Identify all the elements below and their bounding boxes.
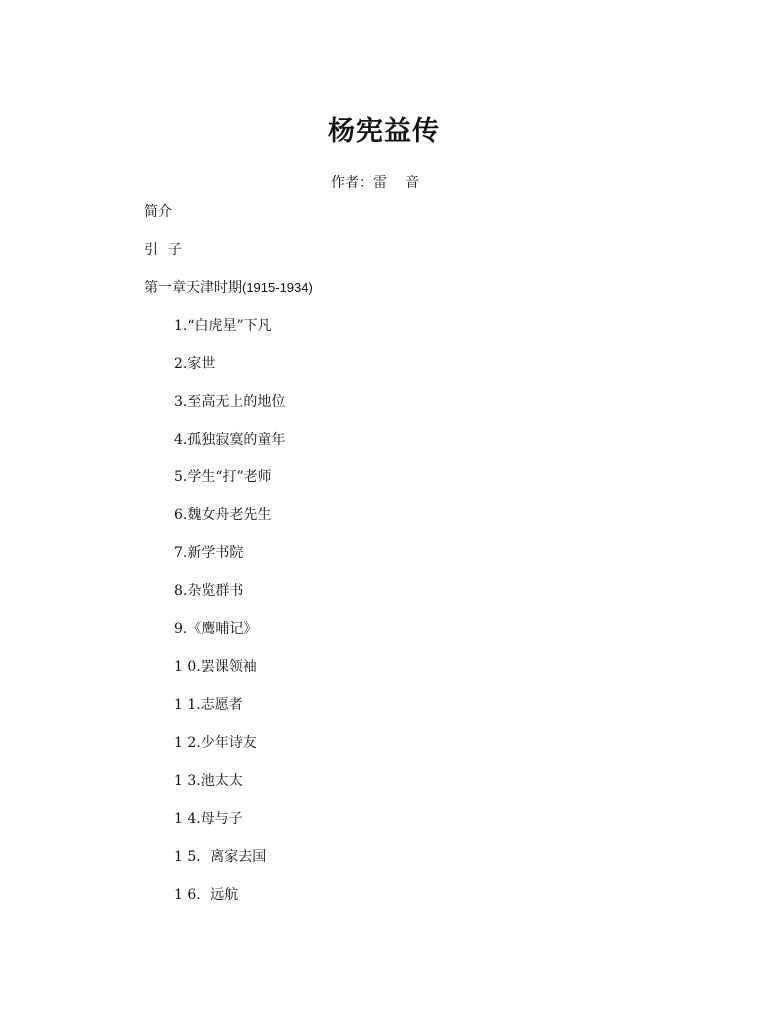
- toc-chapter-heading: [144, 278, 313, 298]
- toc-section-item: 1 2.少年诗友: [174, 735, 257, 751]
- toc-section-item: 4.孤独寂寞的童年: [174, 432, 286, 448]
- toc-section-item: 1 3.池太太: [174, 773, 243, 789]
- chapter-years: (1915-1934): [242, 280, 313, 295]
- author-name: 雷音: [373, 175, 437, 191]
- toc-section-item: 1.“白虎星”下凡: [174, 318, 272, 334]
- toc-section-item: 8.杂览群书: [174, 583, 244, 599]
- toc-item-preface: 引子: [144, 242, 192, 258]
- toc-section-item: 7.新学书院: [174, 545, 244, 561]
- toc-section-item: 1 6．远航: [174, 887, 239, 903]
- book-title: 杨宪益传: [328, 116, 440, 147]
- toc-section-item: 3.至高无上的地位: [174, 394, 286, 410]
- toc-section-item: 2.家世: [174, 356, 216, 372]
- chapter-label: 第一章天津时期: [144, 280, 242, 296]
- toc-item-intro: 简介: [144, 204, 172, 220]
- author-label: 作者：: [331, 175, 373, 191]
- toc-section-item: 6.魏女舟老先生: [174, 507, 272, 523]
- toc-section-item: 1 0.罢课领袖: [174, 659, 257, 675]
- toc-section-item: 1 1.志愿者: [174, 697, 243, 713]
- toc-section-item: 1 5．离家去国: [174, 849, 267, 865]
- toc-section-item: 9.《鹰哺记》: [174, 621, 258, 637]
- toc-section-item: 5.学生“打”老师: [174, 469, 272, 485]
- toc-section-item: 1 4.母与子: [174, 811, 243, 827]
